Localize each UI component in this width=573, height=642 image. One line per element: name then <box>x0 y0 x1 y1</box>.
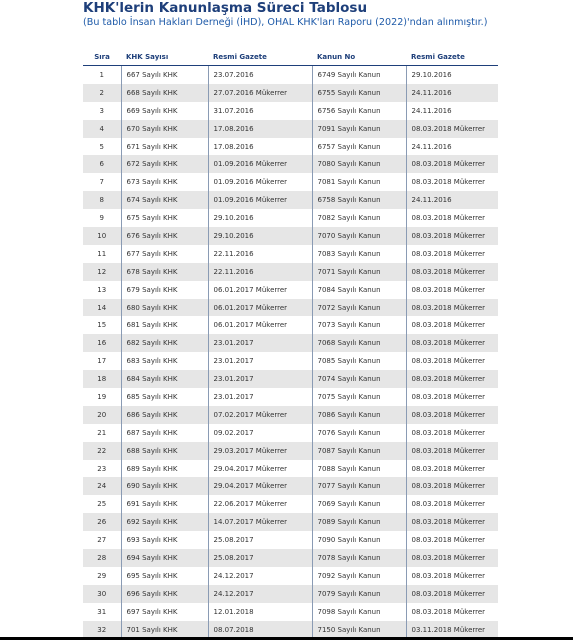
cell-sira: 21 <box>97 428 107 437</box>
cell-sira: 23 <box>97 464 107 473</box>
cell-kanun-gazete: 08.03.2018 Mükerrer <box>406 209 498 227</box>
cell-sira: 3 <box>99 106 104 115</box>
table-row <box>83 120 498 138</box>
cell-kanun-no: 7085 Sayılı Kanun <box>312 352 406 370</box>
cell-kanun-gazete: 08.03.2018 Mükerrer <box>406 316 498 334</box>
cell-khk-gazete: 22.06.2017 Mükerrer <box>208 495 312 513</box>
header-kanun-no: Kanun No <box>312 49 406 66</box>
cell-khk-sayisi: 669 Sayılı KHK <box>121 102 208 120</box>
cell-khk-sayisi: 679 Sayılı KHK <box>121 281 208 299</box>
table-row <box>83 263 498 281</box>
cell-kanun-no: 6755 Sayılı Kanun <box>312 84 406 102</box>
cell-kanun-gazete: 24.11.2016 <box>406 138 498 156</box>
cell-kanun-no: 7079 Sayılı Kanun <box>312 585 406 603</box>
cell-kanun-gazete: 08.03.2018 Mükerrer <box>406 460 498 478</box>
cell-sira: 13 <box>97 285 107 294</box>
cell-kanun-no: 7086 Sayılı Kanun <box>312 406 406 424</box>
table-row <box>83 424 498 442</box>
cell-kanun-gazete: 08.03.2018 Mükerrer <box>406 155 498 173</box>
table-row <box>83 66 498 84</box>
cell-khk-gazete: 23.07.2016 <box>208 66 312 84</box>
cell-kanun-gazete: 08.03.2018 Mükerrer <box>406 173 498 191</box>
cell-sira: 24 <box>83 477 121 495</box>
cell-kanun-gazete: 08.03.2018 Mükerrer <box>406 477 498 495</box>
table-row <box>83 370 498 388</box>
cell-kanun-gazete: 08.03.2018 Mükerrer <box>406 370 498 388</box>
cell-khk-gazete: 24.12.2017 <box>208 585 312 603</box>
cell-kanun-gazete: 24.11.2016 <box>406 102 498 120</box>
cell-kanun-no: 7087 Sayılı Kanun <box>312 442 406 460</box>
cell-khk-gazete: 29.10.2016 <box>208 209 312 227</box>
cell-kanun-no: 7074 Sayılı Kanun <box>312 370 406 388</box>
cell-khk-gazete: 29.03.2017 Mükerrer <box>208 442 312 460</box>
cell-khk-gazete: 31.07.2016 <box>208 102 312 120</box>
cell-khk-gazete: 06.01.2017 Mükerrer <box>208 316 312 334</box>
table-row <box>83 585 498 603</box>
cell-kanun-gazete: 08.03.2018 Mükerrer <box>406 585 498 603</box>
cell-kanun-gazete: 24.11.2016 <box>406 191 498 209</box>
cell-khk-gazete: 29.04.2017 Mükerrer <box>208 477 312 495</box>
page-subtitle: (Bu tablo İnsan Hakları Derneği (İHD), OHAL KHK'ları Raporu (2022)'ndan alınmıştır.) <box>83 17 488 28</box>
cell-khk-gazete: 06.01.2017 Mükerrer <box>208 281 312 299</box>
cell-khk-sayisi: 668 Sayılı KHK <box>121 84 208 102</box>
cell-khk-gazete: 06.01.2017 Mükerrer <box>208 299 312 317</box>
cell-khk-gazete: 22.11.2016 <box>208 263 312 281</box>
cell-kanun-no: 7090 Sayılı Kanun <box>312 531 406 549</box>
cell-sira: 26 <box>83 513 121 531</box>
cell-kanun-no: 7089 Sayılı Kanun <box>312 513 406 531</box>
cell-kanun-no: 7084 Sayılı Kanun <box>312 281 406 299</box>
cell-kanun-gazete: 08.03.2018 Mükerrer <box>406 442 498 460</box>
table-body <box>83 66 498 639</box>
cell-sira: 22 <box>83 442 121 460</box>
table-row <box>83 406 498 424</box>
cell-khk-gazete: 23.01.2017 <box>208 334 312 352</box>
cell-khk-sayisi: 671 Sayılı KHK <box>121 138 208 156</box>
cell-khk-sayisi: 680 Sayılı KHK <box>121 299 208 317</box>
cell-khk-gazete: 01.09.2016 Mükerrer <box>208 155 312 173</box>
cell-sira: 30 <box>83 585 121 603</box>
cell-kanun-no: 6749 Sayılı Kanun <box>312 66 406 84</box>
table-row <box>83 621 498 639</box>
cell-kanun-no: 6758 Sayılı Kanun <box>312 191 406 209</box>
cell-khk-gazete: 23.01.2017 <box>208 388 312 406</box>
cell-khk-gazete: 22.11.2016 <box>208 245 312 263</box>
cell-sira: 15 <box>97 321 107 330</box>
cell-khk-sayisi: 670 Sayılı KHK <box>121 120 208 138</box>
cell-kanun-no: 6757 Sayılı Kanun <box>312 138 406 156</box>
cell-sira: 8 <box>83 191 121 209</box>
table-row <box>83 531 498 549</box>
cell-khk-gazete: 17.08.2016 <box>208 120 312 138</box>
cell-khk-gazete: 09.02.2017 <box>208 424 312 442</box>
cell-khk-gazete: 17.08.2016 <box>208 138 312 156</box>
table-row <box>83 495 498 513</box>
cell-kanun-gazete: 08.03.2018 Mükerrer <box>406 120 498 138</box>
cell-khk-gazete: 25.08.2017 <box>208 531 312 549</box>
cell-khk-sayisi: 684 Sayılı KHK <box>121 370 208 388</box>
cell-sira: 2 <box>83 84 121 102</box>
cell-kanun-no: 7075 Sayılı Kanun <box>312 388 406 406</box>
cell-khk-gazete: 07.02.2017 Mükerrer <box>208 406 312 424</box>
cell-khk-gazete: 01.09.2016 Mükerrer <box>208 173 312 191</box>
cell-kanun-gazete: 08.03.2018 Mükerrer <box>406 603 498 621</box>
cell-khk-sayisi: 681 Sayılı KHK <box>121 316 208 334</box>
cell-khk-gazete: 01.09.2016 Mükerrer <box>208 191 312 209</box>
cell-khk-gazete: 23.01.2017 <box>208 370 312 388</box>
cell-kanun-gazete: 08.03.2018 Mükerrer <box>406 281 498 299</box>
cell-khk-sayisi: 676 Sayılı KHK <box>121 227 208 245</box>
cell-khk-gazete: 27.07.2016 Mükerrer <box>208 84 312 102</box>
cell-sira: 27 <box>97 536 107 545</box>
cell-khk-sayisi: 672 Sayılı KHK <box>121 155 208 173</box>
cell-khk-gazete: 23.01.2017 <box>208 352 312 370</box>
cell-khk-sayisi: 692 Sayılı KHK <box>121 513 208 531</box>
cell-khk-sayisi: 689 Sayılı KHK <box>121 460 208 478</box>
cell-khk-sayisi: 695 Sayılı KHK <box>121 567 208 585</box>
table-row <box>83 245 498 263</box>
cell-khk-gazete: 14.07.2017 Mükerrer <box>208 513 312 531</box>
cell-sira: 14 <box>83 299 121 317</box>
table-row <box>83 460 498 478</box>
cell-khk-sayisi: 677 Sayılı KHK <box>121 245 208 263</box>
cell-kanun-gazete: 08.03.2018 Mükerrer <box>406 245 498 263</box>
table-row <box>83 513 498 531</box>
table-row <box>83 549 498 567</box>
cell-kanun-gazete: 24.11.2016 <box>406 84 498 102</box>
table-row <box>83 155 498 173</box>
cell-kanun-gazete: 08.03.2018 Mükerrer <box>406 567 498 585</box>
table-row <box>83 84 498 102</box>
cell-sira: 5 <box>99 142 104 151</box>
cell-kanun-gazete: 08.03.2018 Mükerrer <box>406 352 498 370</box>
table-row <box>83 316 498 334</box>
cell-khk-sayisi: 667 Sayılı KHK <box>121 66 208 84</box>
cell-sira: 4 <box>83 120 121 138</box>
cell-khk-sayisi: 688 Sayılı KHK <box>121 442 208 460</box>
table-row <box>83 334 498 352</box>
table-row <box>83 603 498 621</box>
cell-khk-sayisi: 686 Sayılı KHK <box>121 406 208 424</box>
header-sira: Sıra <box>83 49 121 66</box>
cell-khk-sayisi: 683 Sayılı KHK <box>121 352 208 370</box>
cell-khk-sayisi: 694 Sayılı KHK <box>121 549 208 567</box>
cell-kanun-no: 7072 Sayılı Kanun <box>312 299 406 317</box>
cell-sira: 25 <box>97 500 107 509</box>
cell-khk-sayisi: 697 Sayılı KHK <box>121 603 208 621</box>
cell-kanun-no: 7083 Sayılı Kanun <box>312 245 406 263</box>
header-resmi-gazete-kanun: Resmi Gazete <box>406 49 498 66</box>
cell-kanun-no: 7092 Sayılı Kanun <box>312 567 406 585</box>
cell-kanun-no: 7098 Sayılı Kanun <box>312 603 406 621</box>
cell-khk-sayisi: 675 Sayılı KHK <box>121 209 208 227</box>
cell-kanun-gazete: 08.03.2018 Mükerrer <box>406 227 498 245</box>
khk-table <box>83 49 498 639</box>
cell-khk-sayisi: 687 Sayılı KHK <box>121 424 208 442</box>
cell-kanun-gazete: 08.03.2018 Mükerrer <box>406 388 498 406</box>
cell-kanun-no: 7080 Sayılı Kanun <box>312 155 406 173</box>
cell-khk-gazete: 12.01.2018 <box>208 603 312 621</box>
cell-kanun-no: 7081 Sayılı Kanun <box>312 173 406 191</box>
page-title: KHK'lerin Kanunlaşma Süreci Tablosu <box>83 0 368 16</box>
cell-sira: 32 <box>83 621 121 639</box>
cell-khk-sayisi: 696 Sayılı KHK <box>121 585 208 603</box>
cell-kanun-no: 7078 Sayılı Kanun <box>312 549 406 567</box>
cell-sira: 20 <box>83 406 121 424</box>
cell-sira: 28 <box>83 549 121 567</box>
cell-khk-sayisi: 673 Sayılı KHK <box>121 173 208 191</box>
table-row <box>83 281 498 299</box>
cell-kanun-no: 7070 Sayılı Kanun <box>312 227 406 245</box>
cell-kanun-gazete: 08.03.2018 Mükerrer <box>406 406 498 424</box>
cell-kanun-gazete: 08.03.2018 Mükerrer <box>406 334 498 352</box>
cell-khk-gazete: 24.12.2017 <box>208 567 312 585</box>
cell-kanun-no: 7082 Sayılı Kanun <box>312 209 406 227</box>
cell-sira: 18 <box>83 370 121 388</box>
cell-khk-sayisi: 682 Sayılı KHK <box>121 334 208 352</box>
cell-kanun-gazete: 08.03.2018 Mükerrer <box>406 263 498 281</box>
header-khk-sayisi: KHK Sayısı <box>121 49 208 66</box>
cell-khk-gazete: 25.08.2017 <box>208 549 312 567</box>
table-row <box>83 102 498 120</box>
cell-kanun-gazete: 29.10.2016 <box>406 66 498 84</box>
cell-kanun-gazete: 08.03.2018 Mükerrer <box>406 531 498 549</box>
table-row <box>83 567 498 585</box>
cell-kanun-no: 6756 Sayılı Kanun <box>312 102 406 120</box>
bottom-rule <box>0 637 573 640</box>
cell-sira: 11 <box>97 249 107 258</box>
cell-kanun-no: 7073 Sayılı Kanun <box>312 316 406 334</box>
table-row <box>83 227 498 245</box>
cell-sira: 29 <box>97 571 107 580</box>
cell-kanun-no: 7071 Sayılı Kanun <box>312 263 406 281</box>
table-row <box>83 138 498 156</box>
cell-khk-gazete: 29.10.2016 <box>208 227 312 245</box>
cell-sira: 16 <box>83 334 121 352</box>
cell-sira: 1 <box>99 70 104 79</box>
cell-kanun-no: 7088 Sayılı Kanun <box>312 460 406 478</box>
cell-sira: 6 <box>83 155 121 173</box>
table-row <box>83 209 498 227</box>
cell-khk-sayisi: 678 Sayılı KHK <box>121 263 208 281</box>
table-row <box>83 191 498 209</box>
cell-kanun-no: 7076 Sayılı Kanun <box>312 424 406 442</box>
cell-khk-sayisi: 674 Sayılı KHK <box>121 191 208 209</box>
cell-khk-sayisi: 685 Sayılı KHK <box>121 388 208 406</box>
cell-sira: 7 <box>99 178 104 187</box>
table-row <box>83 299 498 317</box>
cell-kanun-gazete: 08.03.2018 Mükerrer <box>406 513 498 531</box>
table-row <box>83 173 498 191</box>
table-row <box>83 442 498 460</box>
table-row <box>83 388 498 406</box>
cell-kanun-gazete: 08.03.2018 Mükerrer <box>406 495 498 513</box>
cell-sira: 19 <box>97 392 107 401</box>
cell-sira: 12 <box>83 263 121 281</box>
cell-kanun-no: 7077 Sayılı Kanun <box>312 477 406 495</box>
cell-kanun-no: 7091 Sayılı Kanun <box>312 120 406 138</box>
table-header-row <box>83 49 498 66</box>
cell-kanun-no: 7150 Sayılı Kanun <box>312 621 406 639</box>
cell-khk-gazete: 29.04.2017 Mükerrer <box>208 460 312 478</box>
cell-sira: 10 <box>83 227 121 245</box>
cell-kanun-gazete: 08.03.2018 Mükerrer <box>406 424 498 442</box>
table-row <box>83 352 498 370</box>
cell-khk-gazete: 08.07.2018 <box>208 621 312 639</box>
cell-sira: 17 <box>97 357 107 366</box>
cell-sira: 9 <box>99 214 104 223</box>
cell-kanun-no: 7069 Sayılı Kanun <box>312 495 406 513</box>
cell-kanun-no: 7068 Sayılı Kanun <box>312 334 406 352</box>
cell-kanun-gazete: 08.03.2018 Mükerrer <box>406 549 498 567</box>
cell-khk-sayisi: 693 Sayılı KHK <box>121 531 208 549</box>
cell-khk-sayisi: 701 Sayılı KHK <box>121 621 208 639</box>
cell-khk-sayisi: 690 Sayılı KHK <box>121 477 208 495</box>
cell-kanun-gazete: 08.03.2018 Mükerrer <box>406 299 498 317</box>
cell-sira: 31 <box>97 607 107 616</box>
header-resmi-gazete: Resmi Gazete <box>208 49 312 66</box>
cell-khk-sayisi: 691 Sayılı KHK <box>121 495 208 513</box>
cell-kanun-gazete: 03.11.2018 Mükerrer <box>406 621 498 639</box>
table-row <box>83 477 498 495</box>
